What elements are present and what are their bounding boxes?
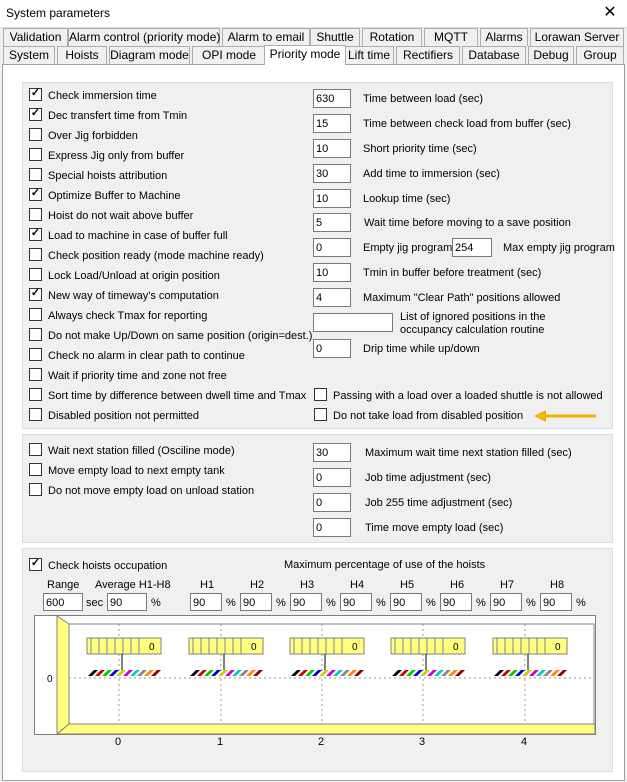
hoist-label-h3: H3	[300, 579, 315, 591]
left-check-row[interactable]	[29, 408, 199, 424]
left-check-row[interactable]	[29, 308, 207, 324]
right-field-label: Empty jig program	[363, 242, 453, 254]
right-field-input[interactable]: 4	[313, 288, 351, 307]
mid-field-input[interactable]: 0	[313, 518, 351, 537]
tab-lorawan-server[interactable]: Lorawan Server	[530, 28, 624, 46]
tab-mqtt[interactable]: MQTT	[424, 28, 478, 46]
right-field-label: Drip time while up/down	[363, 343, 480, 355]
mid-field-input[interactable]: 30	[313, 443, 351, 462]
right-field-input[interactable]: 10	[313, 189, 351, 208]
hoist-label-h1: H1	[200, 579, 215, 591]
bar-value-label: 0	[149, 642, 155, 653]
average-label: Average H1-H8	[95, 579, 171, 591]
hoist-percent-input[interactable]: 90	[190, 593, 222, 611]
right-field-label: Wait time before moving to a save position	[364, 217, 571, 229]
checkbox-label: Special hoists attribution	[48, 170, 168, 182]
tab-opi-mode[interactable]: OPI mode	[192, 46, 266, 64]
checkbox-icon[interactable]	[29, 208, 42, 221]
mid-check-row[interactable]	[29, 443, 235, 459]
bar-value-label: 0	[352, 642, 358, 653]
checkbox-icon[interactable]	[29, 88, 42, 101]
percent-label: %	[526, 597, 536, 609]
left-check-row[interactable]	[29, 208, 193, 224]
right-field-input[interactable]: 15	[313, 114, 351, 133]
tab-rotation[interactable]: Rotation	[362, 28, 422, 46]
checkbox-label: New way of timeway's computation	[48, 290, 219, 302]
x-tick-label: 4	[521, 736, 528, 748]
average-input[interactable]: 90	[107, 593, 147, 611]
left-check-row[interactable]	[29, 228, 228, 244]
hoist-occupation-chart	[34, 615, 596, 735]
checkbox-label: Move empty load to next empty tank	[48, 465, 225, 477]
left-check-row[interactable]	[29, 348, 245, 364]
hoist-percent-input[interactable]: 90	[540, 593, 572, 611]
checkbox-label: Hoist do not wait above buffer	[48, 210, 194, 222]
left-check-row[interactable]	[29, 248, 264, 264]
mid-check-row[interactable]	[29, 463, 225, 479]
percent-label: %	[576, 597, 586, 609]
checkbox-label: Check position ready (mode machine ready)	[48, 250, 264, 262]
right-field-label: Add time to immersion (sec)	[363, 168, 500, 180]
checkbox-label: Wait if priority time and zone not free	[48, 370, 227, 382]
max-percentage-label: Maximum percentage of use of the hoists	[284, 559, 486, 571]
checkbox-icon[interactable]	[29, 483, 42, 496]
left-check-row[interactable]	[29, 148, 184, 164]
left-check-row[interactable]	[29, 288, 219, 304]
bar-value-label: 0	[251, 642, 257, 653]
checkbox-label: Optimize Buffer to Machine	[48, 190, 181, 202]
range-label: Range	[47, 579, 80, 591]
bar-value-label: 0	[453, 642, 459, 653]
right-field-input[interactable]: 30	[313, 164, 351, 183]
tab-system[interactable]: System	[3, 46, 55, 64]
check-hoists-occupation[interactable]: ✓Check hoists occupation	[29, 558, 167, 574]
checkbox-icon[interactable]	[29, 188, 42, 201]
x-tick-label: 2	[318, 736, 325, 748]
percent-label: %	[276, 597, 286, 609]
tab-database[interactable]: Database	[462, 46, 526, 64]
chart-floor	[57, 724, 595, 734]
right-field-label: List of ignored positions in the occupancy calculation routine	[400, 311, 546, 336]
checkbox-label: Wait next station filled (Osciline mode)	[48, 445, 235, 457]
checkbox-icon[interactable]	[29, 388, 42, 401]
hoist-percent-input[interactable]: 90	[440, 593, 472, 611]
checkbox-label: Always check Tmax for reporting	[48, 310, 208, 322]
hoist-percent-input[interactable]: 90	[290, 593, 322, 611]
hoist-percent-input[interactable]: 90	[240, 593, 272, 611]
max-empty-jig-input[interactable]: 254	[452, 238, 492, 257]
checkbox-icon[interactable]	[29, 328, 42, 341]
hoist-label-h5: H5	[400, 579, 415, 591]
left-check-row[interactable]	[29, 128, 138, 144]
percent-label: %	[376, 597, 386, 609]
hoist-percent-input[interactable]: 90	[490, 593, 522, 611]
checkbox-icon[interactable]	[29, 128, 42, 141]
percent-label: %	[426, 597, 436, 609]
hoist-label-h7: H7	[500, 579, 515, 591]
hoist-label-h2: H2	[250, 579, 265, 591]
left-check-row[interactable]	[29, 88, 157, 104]
checkbox-icon[interactable]	[29, 228, 42, 241]
bar-value-label: 0	[555, 642, 561, 653]
window-title: System parameters	[6, 6, 111, 20]
mid-field-label: Time move empty load (sec)	[365, 522, 504, 534]
mid-field-input[interactable]: 0	[313, 493, 351, 512]
percent-label: %	[226, 597, 236, 609]
hoist-percent-input[interactable]: 90	[340, 593, 372, 611]
checkbox-icon[interactable]	[29, 308, 42, 321]
left-check-row[interactable]	[29, 188, 180, 204]
checkbox-icon[interactable]	[29, 268, 42, 281]
right-field-input[interactable]: 0	[313, 238, 351, 257]
right-check-row[interactable]	[314, 408, 523, 424]
left-check-row[interactable]	[29, 328, 312, 344]
arrow-icon	[534, 408, 600, 424]
tab-validation[interactable]: Validation	[3, 28, 68, 46]
mid-check-row[interactable]	[29, 483, 254, 499]
right-field-input[interactable]: 0	[313, 339, 351, 358]
checkbox-icon[interactable]	[29, 108, 42, 121]
y-tick-label: 0	[47, 674, 53, 685]
checkbox-icon[interactable]	[314, 408, 327, 421]
checkbox-label: Check no alarm in clear path to continue	[48, 350, 245, 362]
percent-label: %	[151, 597, 161, 609]
right-field-label: Short priority time (sec)	[363, 143, 477, 155]
checkbox-label: Disabled position not permitted	[48, 410, 200, 422]
checkbox-icon[interactable]	[29, 148, 42, 161]
mid-field-label: Maximum wait time next station filled (sec)	[365, 447, 572, 459]
right-field-input[interactable]: 10	[313, 139, 351, 158]
tab-diagram-mode[interactable]: Diagram mode	[110, 48, 189, 62]
mid-field-label: Job 255 time adjustment (sec)	[365, 497, 513, 509]
tab-lift-time[interactable]: Lift time	[344, 46, 394, 64]
chart-wall-left	[57, 616, 69, 734]
close-icon[interactable]: ✕	[603, 4, 617, 21]
left-check-row[interactable]	[29, 268, 220, 284]
checkbox-icon[interactable]	[314, 388, 327, 401]
checkbox-label: Load to machine in case of buffer full	[48, 230, 228, 242]
tab-alarm-control-priority-mode-[interactable]: Alarm control (priority mode)	[69, 30, 221, 44]
hoist-label-h8: H8	[550, 579, 565, 591]
right-field-label: Maximum "Clear Path" positions allowed	[363, 292, 561, 304]
checkbox-label: Do not move empty load on unload station	[48, 485, 255, 497]
mid-field-label: Job time adjustment (sec)	[365, 472, 491, 484]
checkbox-label: Over Jig forbidden	[48, 130, 138, 142]
left-check-row[interactable]	[29, 108, 187, 124]
checkbox-label: Sort time by difference between dwell time and Tmax	[48, 390, 307, 402]
left-check-row[interactable]	[29, 388, 306, 404]
tab-alarm-to-email[interactable]: Alarm to email	[222, 28, 310, 46]
right-field-input[interactable]	[313, 313, 393, 332]
right-field-label: Tmin in buffer before treatment (sec)	[363, 267, 542, 279]
checkbox-label: Do not take load from disabled position	[333, 410, 524, 422]
x-tick-label: 0	[115, 736, 122, 748]
tab-priority-mode[interactable]: Priority mode	[264, 45, 346, 65]
mid-field-input[interactable]: 0	[313, 468, 351, 487]
checkbox-icon[interactable]	[29, 248, 42, 261]
checkbox-icon[interactable]	[29, 408, 42, 421]
tab-group[interactable]: Group	[576, 46, 624, 64]
checkbox-label: Check immersion time	[48, 90, 157, 102]
right-field-input[interactable]: 5	[313, 213, 351, 232]
x-tick-label: 3	[419, 736, 426, 748]
checkbox-icon[interactable]	[29, 288, 42, 301]
checkbox-label: Dec transfert time from Tmin	[48, 110, 188, 122]
hoist-percent-input[interactable]: 90	[390, 593, 422, 611]
checkbox-icon[interactable]	[29, 558, 42, 571]
percent-label: %	[476, 597, 486, 609]
range-input[interactable]: 600	[43, 593, 83, 611]
right-field-label: Lookup time (sec)	[363, 193, 451, 205]
checkbox-icon[interactable]	[29, 168, 42, 181]
left-check-row[interactable]	[29, 368, 227, 384]
checkbox-label: Lock Load/Unload at origin position	[48, 270, 220, 282]
checkbox-label: Do not make Up/Down on same position (origin=dest.)	[48, 330, 313, 342]
checkbox-label: Express Jig only from buffer	[48, 150, 185, 162]
right-field-label: Time between check load from buffer (sec)	[363, 118, 571, 130]
checkbox-label: Passing with a load over a loaded shuttle is not allowed	[333, 390, 603, 402]
checkbox-icon[interactable]	[29, 368, 42, 381]
x-tick-label: 1	[217, 736, 224, 748]
left-check-row[interactable]	[29, 168, 167, 184]
tab-rectifiers[interactable]: Rectifiers	[396, 46, 460, 64]
checkbox-icon[interactable]	[29, 348, 42, 361]
tab-shuttle[interactable]: Shuttle	[310, 28, 360, 46]
right-field-input[interactable]: 10	[313, 263, 351, 282]
max-empty-jig-label: Max empty jig program	[503, 242, 615, 254]
right-check-row[interactable]	[314, 388, 603, 404]
hoist-label-h6: H6	[450, 579, 465, 591]
tab-alarms[interactable]: Alarms	[480, 28, 528, 46]
hoist-label-h4: H4	[350, 579, 365, 591]
right-field-input[interactable]: 630	[313, 89, 351, 108]
tab-debug[interactable]: Debug	[528, 46, 574, 64]
tab-hoists[interactable]: Hoists	[57, 46, 107, 64]
sec-label: sec	[86, 597, 104, 609]
checkbox-icon[interactable]	[29, 443, 42, 456]
right-field-label: Time between load (sec)	[363, 93, 484, 105]
checkbox-icon[interactable]	[29, 463, 42, 476]
percent-label: %	[326, 597, 336, 609]
